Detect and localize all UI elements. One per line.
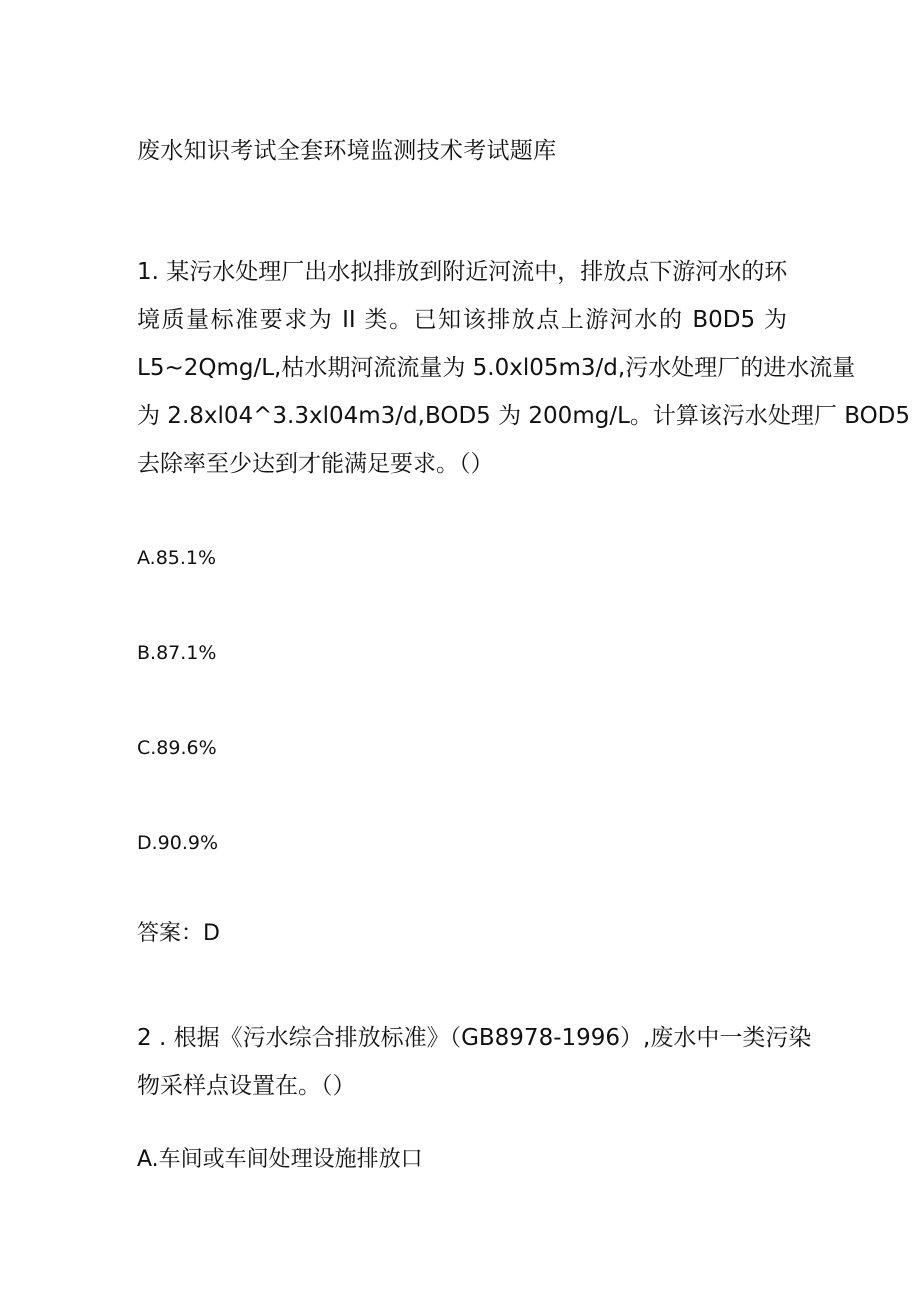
question-1-stem-line: 境质量标准要求为 II 类。已知该排放点上游河水的 B0D5 为: [137, 307, 787, 333]
question-1-stem-line: L5~2Qmg/L,枯水期河流流量为 5.0xl05m3/d,污水处理厂的进水流量: [137, 355, 856, 381]
document-title: 废水知识考试全套环境监测技术考试题库: [137, 138, 557, 164]
question-1-stem: [137, 248, 911, 488]
question-2-option-a: A.车间或车间处理设施排放口: [137, 1147, 423, 1172]
question-1-stem-line: 1. 某污水处理厂出水拟排放到附近河流中，排放点下游河水的环: [137, 259, 788, 285]
question-2-stem-line: 2 . 根据《污水综合排放标准》（GB8978-1996）,废水中一类污染: [137, 1025, 812, 1051]
question-1-option-a: A.85.1%: [137, 547, 217, 569]
question-1-option-d: D.90.9%: [137, 832, 219, 854]
question-2-stem-line: 物采样点设置在。（）: [137, 1073, 356, 1099]
question-1-option-b: B.87.1%: [137, 642, 217, 664]
question-1-stem-line: 为 2.8xl04^3.3xl04m3/d,BOD5 为 200mg/L。计算该污水处理厂 BOD5: [137, 403, 911, 429]
question-1-answer: 答案：D: [137, 921, 220, 946]
question-1-option-c: C.89.6%: [137, 737, 217, 759]
question-1-stem-line: 去除率至少达到才能满足要求。（）: [137, 451, 494, 477]
question-2-stem: [137, 1014, 812, 1110]
